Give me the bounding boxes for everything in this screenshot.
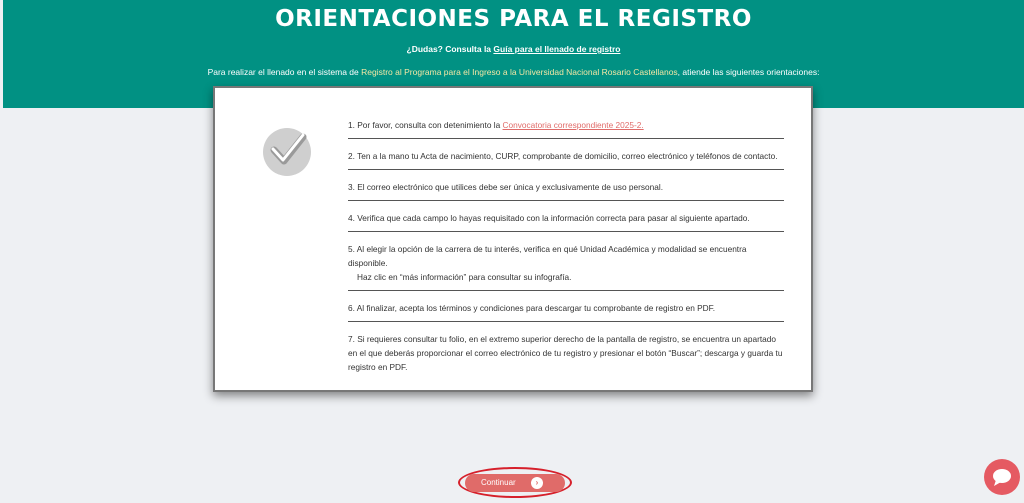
- check-icon: [263, 124, 315, 176]
- list-item: [348, 211, 784, 232]
- continue-label: Continuar: [481, 478, 516, 487]
- continue-button-highlight: [458, 467, 572, 498]
- item-text: 6. Al finalizar, acepta los términos y condiciones para descargar tu comprobante de registro en PDF.: [348, 303, 716, 313]
- intro-suffix: , atiende las siguientes orientaciones:: [677, 67, 820, 77]
- list-item: [348, 118, 784, 139]
- list-item: [348, 149, 784, 170]
- list-item: [348, 242, 784, 291]
- page-title: ORIENTACIONES PARA EL REGISTRO: [275, 6, 752, 32]
- instructions-list: [348, 118, 784, 390]
- doubts-prefix: ¿Dudas? Consulta la: [406, 44, 494, 54]
- guide-link[interactable]: Guía para el llenado de registro: [493, 44, 621, 54]
- chat-bubble-icon: [984, 459, 1020, 495]
- list-item: [348, 332, 784, 380]
- item-text-continued: Haz clic en “más información” para consultar su infografía.: [357, 272, 572, 282]
- chevron-right-icon: ›: [531, 477, 543, 489]
- intro-line: [3, 67, 1024, 77]
- item-text: 1. Por favor, consulta con detenimiento la: [348, 120, 503, 130]
- list-item: [348, 180, 784, 201]
- instructions-card: [213, 86, 813, 392]
- list-item: [348, 301, 784, 322]
- intro-prefix: Para realizar el llenado en el sistema de: [207, 67, 362, 77]
- item-text: 3. El correo electrónico que utilices debe ser única y exclusivamente de uso personal.: [348, 182, 663, 192]
- continue-button[interactable]: [465, 474, 565, 492]
- item-text: 7. Si requieres consultar tu folio, en el extremo superior derecho de la pantalla de registro, se encuentra un apartado en el que deberás proporcionar el correo electrónico de tu registro y presionar el botón “Buscar”; descarga y guarda tu registro en PDF.: [348, 334, 783, 372]
- item-text: 4. Verifica que cada campo lo hayas requisitado con la información correcta para pasar al siguiente apartado.: [348, 213, 750, 223]
- doubts-line: [3, 44, 1024, 54]
- chat-button[interactable]: [984, 459, 1020, 495]
- item-text: 2. Ten a la mano tu Acta de nacimiento, CURP, comprobante de domicilio, correo electrónico y teléfonos de contacto.: [348, 151, 778, 161]
- program-name: Registro al Programa para el Ingreso a la Universidad Nacional Rosario Castellanos: [361, 67, 678, 77]
- item-text: 5. Al elegir la opción de la carrera de tu interés, verifica en qué Unidad Académica y modalidad se encuentra disponible.: [348, 244, 747, 268]
- convocatoria-link[interactable]: Convocatoria correspondiente 2025-2.: [502, 120, 644, 130]
